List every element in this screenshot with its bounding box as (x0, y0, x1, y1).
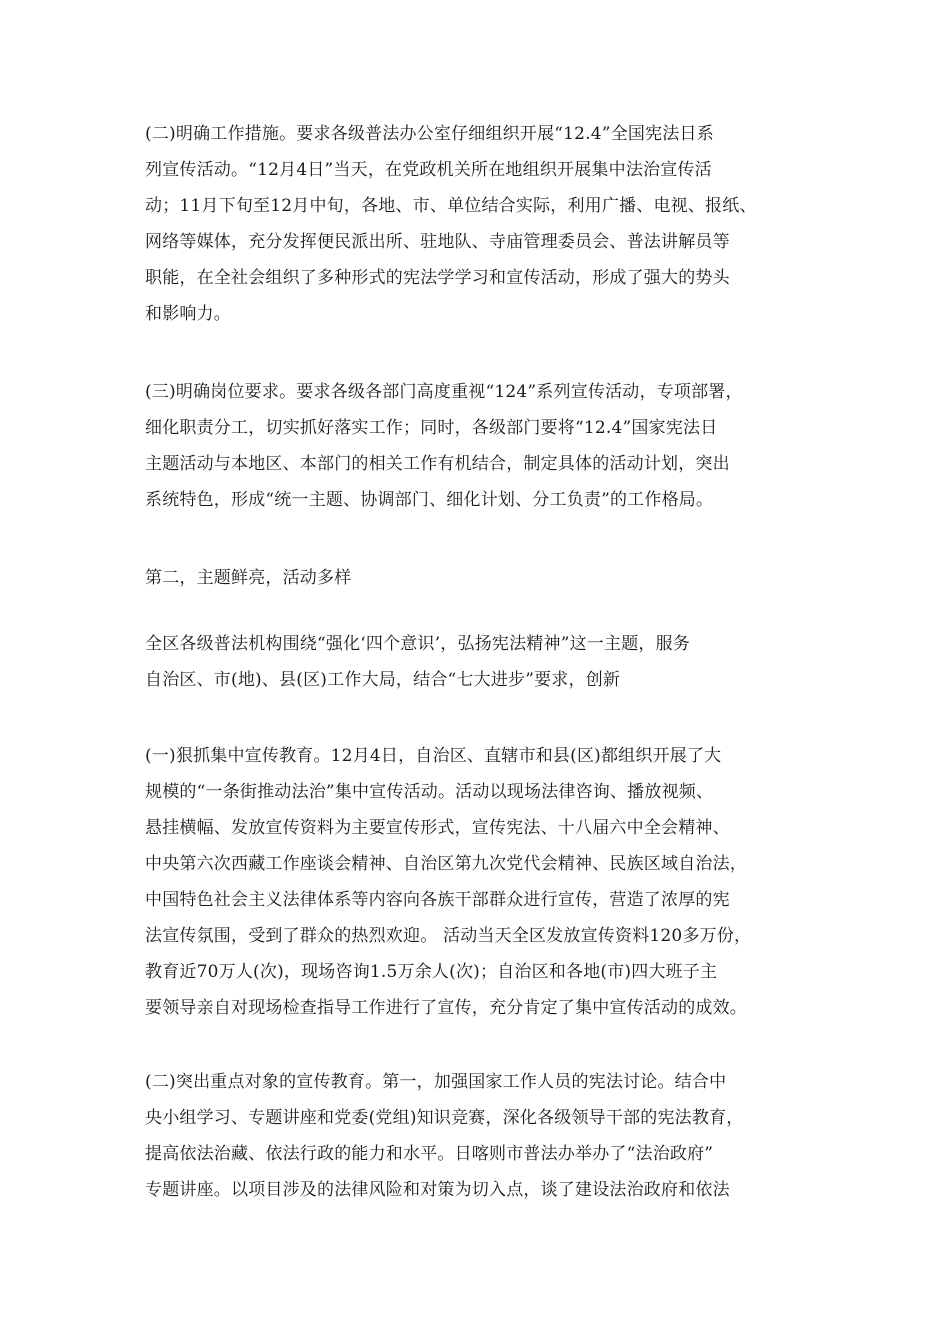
text-line: 专题讲座。以项目涉及的法律风险和对策为切入点，谈了建设法治政府和依法 (145, 1180, 730, 1200)
paragraph-position-requirements (145, 374, 825, 518)
text-line: 中央第六次西藏工作座谈会精神、自治区第九次党代会精神、民族区域自治法， (145, 854, 747, 874)
paragraph-theme-intro (145, 626, 825, 698)
section-heading (145, 560, 825, 596)
text-line: 全区各级普法机构围绕“强化‘四个意识’，弘扬宪法精神”这一主题，服务 (145, 634, 690, 654)
paragraph-work-measures (145, 116, 825, 332)
text-line: 法宣传氛围，受到了群众的热烈欢迎。 活动当天全区发放宣传资料120多万份， (145, 926, 752, 946)
text-line: 网络等媒体，充分发挥便民派出所、驻地队、寺庙管理委员会、普法讲解员等 (145, 232, 730, 252)
text-line: 列宣传活动。“12月4日”当天，在党政机关所在地组织开展集中法治宣传活 (145, 160, 712, 180)
text-line: 动；11月下旬至12月中旬，各地、市、单位结合实际，利用广播、电视、报纸、 (145, 196, 757, 216)
text-line: (一)狠抓集中宣传教育。12月4日，自治区、直辖市和县(区)都组织开展了大 (145, 746, 722, 766)
text-line: 职能，在全社会组织了多种形式的宪法学学习和宣传活动，形成了强大的势头 (145, 268, 730, 288)
text-line: (二)明确工作措施。要求各级普法办公室仔细组织开展“12.4”全国宪法日系 (145, 124, 714, 144)
text-line: 自治区、市(地)、县(区)工作大局，结合“七大进步”要求，创新 (145, 670, 621, 690)
text-line: 和影响力。 (145, 304, 231, 324)
text-line: 规模的“一条街推动法治”集中宣传活动。活动以现场法律咨询、播放视频、 (145, 782, 714, 802)
paragraph-concentrated-publicity (145, 738, 825, 1026)
text-line: 细化职责分工，切实抓好落实工作；同时，各级部门要将“12.4”国家宪法日 (145, 418, 718, 438)
text-line: 教育近70万人(次)，现场咨询1.5万余人(次)；自治区和各地(市)四大班子主 (145, 962, 718, 982)
text-line: 央小组学习、专题讲座和党委(党组)知识竞赛，深化各级领导干部的宪法教育， (145, 1108, 744, 1128)
text-line: 悬挂横幅、发放宣传资料为主要宣传形式，宣传宪法、十八届六中全会精神、 (145, 818, 730, 838)
text-line: 主题活动与本地区、本部门的相关工作有机结合，制定具体的活动计划，突出 (145, 454, 730, 474)
text-line: 中国特色社会主义法律体系等内容向各族干部群众进行宣传，营造了浓厚的宪 (145, 890, 730, 910)
text-line: (二)突出重点对象的宣传教育。第一，加强国家工作人员的宪法讨论。结合中 (145, 1072, 727, 1092)
text-line: (三)明确岗位要求。要求各级各部门高度重视“124”系列宣传活动，专项部署， (145, 382, 743, 402)
text-line: 第二，主题鲜亮，活动多样 (145, 568, 352, 588)
text-line: 提高依法治藏、依法行政的能力和水平。日喀则市普法办举办了“法治政府” (145, 1144, 714, 1164)
text-line: 要领导亲自对现场检查指导工作进行了宣传，充分肯定了集中宣传活动的成效。 (145, 998, 747, 1018)
text-line: 系统特色，形成“统一主题、协调部门、细化计划、分工负责”的工作格局。 (145, 490, 714, 510)
paragraph-key-targets (145, 1064, 825, 1208)
